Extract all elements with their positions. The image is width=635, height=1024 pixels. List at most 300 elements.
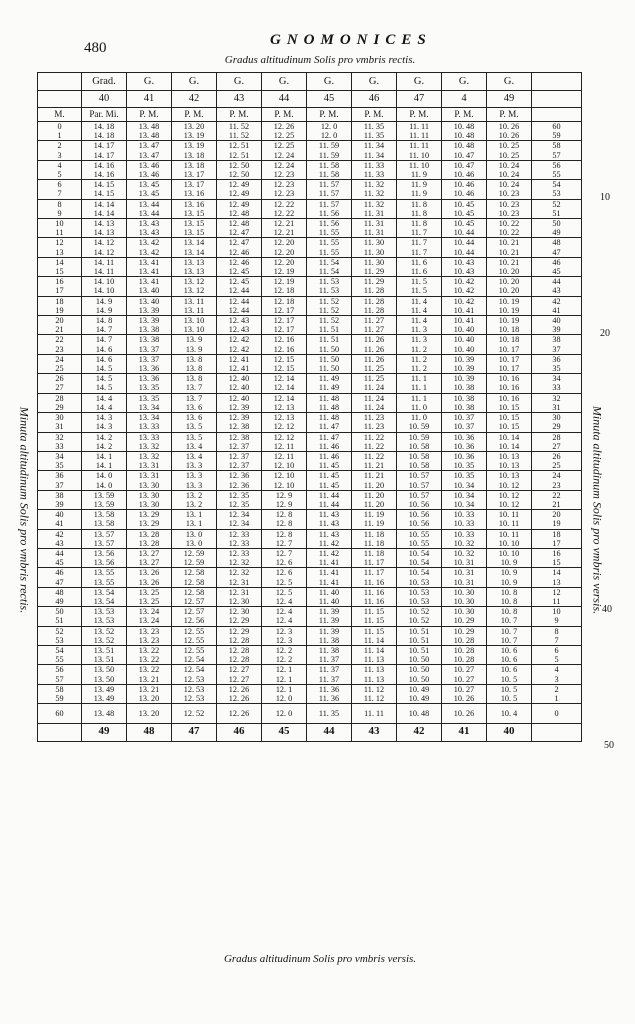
cell-line: 53 — [552, 189, 561, 199]
value-cell — [442, 510, 487, 529]
cell-line: 11. 56 — [318, 219, 340, 229]
cell-line: 11. 8 — [410, 199, 428, 209]
value-cell — [307, 587, 352, 606]
cell-line: 12. 6 — [275, 568, 293, 578]
cell-line: 14. 13 — [93, 228, 115, 238]
cell-line: 11. 44 — [318, 499, 340, 509]
cell-line: 13. 20 — [138, 693, 160, 703]
value-cell — [397, 704, 442, 723]
cell-line: 12. 8 — [275, 529, 293, 539]
value-cell — [307, 704, 352, 723]
cell-line: 12. 8 — [275, 510, 293, 520]
value-cell — [262, 432, 307, 451]
cell-line: 13. 55 — [93, 568, 115, 578]
cell-line: 13. 8 — [185, 354, 203, 364]
cell-line: 11. 12 — [363, 684, 385, 694]
cell-line: 11. 14 — [363, 645, 385, 655]
cell-line: 15 — [552, 558, 561, 568]
cell-line: 10. 39 — [453, 374, 475, 384]
complement-minutes-cell — [532, 568, 582, 587]
cell-line: 12. 24 — [273, 160, 295, 170]
cell-line: 11. 17 — [363, 568, 385, 578]
minutes-cell — [38, 141, 82, 160]
value-cell — [217, 607, 262, 626]
header-grad: G. — [307, 73, 352, 91]
cell-line: 11. 35 — [363, 122, 385, 131]
header-degree: 43 — [217, 91, 262, 108]
cell-line: 11. 39 — [318, 626, 340, 636]
value-cell — [172, 607, 217, 626]
value-cell — [262, 684, 307, 703]
complement-minutes-cell — [532, 626, 582, 645]
value-cell — [307, 451, 352, 470]
header-grad: G. — [397, 73, 442, 91]
cell-line: 11. 49 — [318, 374, 340, 384]
value-cell — [172, 316, 217, 335]
caption-bottom: Gradus altitudinum Solis pro vmbris versis. — [223, 953, 417, 965]
cell-line: 12. 17 — [273, 305, 295, 315]
cell-line: 10. 5 — [500, 674, 518, 684]
cell-line: 11. 52 — [318, 305, 340, 315]
value-cell — [487, 607, 532, 626]
complement-minutes-cell — [532, 257, 582, 276]
cell-line: 52 — [55, 626, 64, 636]
table-row — [38, 645, 582, 664]
header-degree: 44 — [262, 91, 307, 108]
cell-line: 10. 20 — [498, 286, 520, 296]
cell-line: 12. 16 — [273, 335, 295, 345]
margin-mark-10: 10 — [600, 192, 610, 203]
cell-line: 11. 42 — [318, 548, 340, 558]
footer-degree: 46 — [217, 723, 262, 741]
minutes-cell — [38, 684, 82, 703]
value-cell — [217, 277, 262, 296]
cell-line: 28 — [55, 393, 64, 403]
value-cell — [172, 471, 217, 490]
value-cell — [172, 335, 217, 354]
value-cell — [262, 277, 307, 296]
value-cell — [487, 374, 532, 393]
cell-line: 12. 26 — [273, 122, 295, 131]
cell-line: 12. 57 — [183, 596, 205, 606]
value-cell — [172, 393, 217, 412]
value-cell — [262, 704, 307, 723]
header-unit: P. M. — [442, 108, 487, 122]
header-unit: P. M. — [172, 108, 217, 122]
cell-line: 58 — [55, 684, 64, 694]
cell-line: 51 — [55, 616, 64, 626]
cell-line: 12. 1 — [275, 684, 293, 694]
value-cell — [352, 296, 397, 315]
value-cell — [217, 490, 262, 509]
cell-line: 10. 37 — [453, 413, 475, 423]
cell-line: 10. 56 — [408, 510, 430, 520]
value-cell — [397, 160, 442, 179]
value-cell — [262, 587, 307, 606]
cell-line: 11. 47 — [318, 422, 340, 432]
cell-line: 22 — [552, 490, 561, 500]
cell-line: 13. 3 — [185, 461, 203, 471]
cell-line: 11. 9 — [410, 180, 428, 190]
cell-line: 35 — [552, 364, 561, 374]
table-row — [38, 238, 582, 257]
value-cell — [307, 316, 352, 335]
value-cell — [442, 180, 487, 199]
cell-line: 10. 33 — [453, 510, 475, 520]
value-cell — [352, 704, 397, 723]
cell-line: 11. 16 — [363, 577, 385, 587]
cell-line: 47 — [552, 247, 561, 257]
cell-line: 12. 2 — [275, 645, 293, 655]
cell-line: 11. 21 — [363, 471, 385, 481]
value-cell — [217, 354, 262, 373]
cell-line: 12. 31 — [228, 587, 250, 597]
value-cell — [487, 490, 532, 509]
value-cell — [397, 665, 442, 684]
table-row — [38, 354, 582, 373]
table-row — [38, 316, 582, 335]
value-cell — [352, 510, 397, 529]
cell-line: 10. 41 — [453, 305, 475, 315]
value-cell — [262, 199, 307, 218]
value-cell — [307, 665, 352, 684]
cell-line: 12. 18 — [273, 296, 295, 306]
cell-line: 11. 52 — [318, 316, 340, 326]
cell-line: 12. 38 — [228, 432, 250, 442]
cell-line: 14. 3 — [95, 422, 113, 432]
complement-minutes-cell — [532, 607, 582, 626]
cell-line: 11. 18 — [363, 529, 385, 539]
cell-line: 54 — [552, 180, 561, 190]
value-cell — [442, 568, 487, 587]
cell-line: 10. 20 — [498, 277, 520, 287]
value-cell — [127, 645, 172, 664]
value-cell — [487, 257, 532, 276]
value-cell — [127, 335, 172, 354]
value-cell — [262, 510, 307, 529]
cell-line: 10. 57 — [408, 480, 430, 490]
cell-line: 12. 53 — [183, 693, 205, 703]
cell-line: 14. 17 — [93, 150, 115, 160]
cell-line: 10. 40 — [453, 335, 475, 345]
value-cell — [487, 471, 532, 490]
cell-line: 11. 12 — [363, 693, 385, 703]
value-cell — [487, 548, 532, 567]
cell-line: 10. 39 — [453, 364, 475, 374]
header-minutes: M. — [38, 108, 82, 122]
value-cell — [487, 199, 532, 218]
complement-minutes-cell — [532, 413, 582, 432]
value-cell — [487, 277, 532, 296]
cell-line: 13. 16 — [183, 199, 205, 209]
cell-line: 14. 17 — [93, 141, 115, 151]
value-cell — [487, 160, 532, 179]
cell-line: 11. 19 — [363, 510, 385, 520]
cell-line: 0 — [554, 708, 559, 718]
cell-line: 11. 16 — [363, 587, 385, 597]
cell-line: 13. 41 — [138, 267, 160, 277]
cell-line: 12. 0 — [275, 693, 293, 703]
cell-line: 59 — [552, 131, 561, 141]
cell-line: 13. 41 — [138, 257, 160, 267]
cell-line: 12. 20 — [273, 247, 295, 257]
value-cell — [262, 160, 307, 179]
cell-line: 14. 10 — [93, 277, 115, 287]
cell-line: 13. 10 — [183, 325, 205, 335]
cell-line: 13. 16 — [183, 189, 205, 199]
cell-line: 10. 24 — [498, 180, 520, 190]
cell-line: 11. 11 — [409, 131, 429, 141]
cell-line: 12. 14 — [273, 383, 295, 393]
cell-line: 10. 40 — [453, 325, 475, 335]
cell-line: 11. 54 — [318, 257, 340, 267]
cell-line: 13. 5 — [185, 422, 203, 432]
cell-line: 11. 15 — [363, 626, 385, 636]
cell-line: 12. 56 — [183, 616, 205, 626]
cell-line: 11. 43 — [318, 510, 340, 520]
value-cell — [352, 335, 397, 354]
cell-line: 13. 14 — [183, 247, 205, 257]
table-row — [38, 180, 582, 199]
cell-line: 13. 9 — [185, 344, 203, 354]
cell-line: 10. 27 — [453, 684, 475, 694]
cell-line: 12. 37 — [228, 461, 250, 471]
value-cell — [397, 180, 442, 199]
table-row — [38, 413, 582, 432]
cell-line: 20 — [55, 316, 64, 326]
cell-line: 11. 41 — [318, 568, 340, 578]
value-cell — [217, 510, 262, 529]
cell-line: 12. 8 — [275, 519, 293, 529]
value-cell — [262, 316, 307, 335]
cell-line: 10. 6 — [500, 665, 518, 675]
complement-minutes-cell — [532, 471, 582, 490]
value-cell — [307, 122, 352, 141]
cell-line: 12. 38 — [228, 422, 250, 432]
cell-line: 13. 59 — [93, 490, 115, 500]
value-cell — [352, 277, 397, 296]
value-cell — [262, 607, 307, 626]
cell-line: 10. 49 — [408, 693, 430, 703]
value-cell — [442, 645, 487, 664]
header-grad: Grad. — [82, 73, 127, 91]
value-cell — [82, 354, 127, 373]
cell-line: 11. 11 — [364, 708, 384, 718]
cell-line: 38 — [552, 335, 561, 345]
cell-line: 12. 37 — [228, 441, 250, 451]
value-cell — [397, 277, 442, 296]
value-cell — [82, 199, 127, 218]
cell-line: 12. 18 — [273, 286, 295, 296]
cell-line: 14. 5 — [95, 364, 113, 374]
cell-line: 13. 18 — [183, 160, 205, 170]
cell-line: 10. 57 — [408, 471, 430, 481]
cell-line: 12. 1 — [275, 674, 293, 684]
cell-line: 12. 35 — [228, 490, 250, 500]
cell-line: 31 — [55, 422, 64, 432]
cell-line: 10. 13 — [498, 471, 520, 481]
complement-minutes-cell — [532, 141, 582, 160]
table-row — [38, 490, 582, 509]
value-cell — [217, 296, 262, 315]
value-cell — [307, 277, 352, 296]
header-unit: Par. Mi. — [82, 108, 127, 122]
cell-line: 13. 52 — [93, 626, 115, 636]
complement-minutes-cell — [532, 316, 582, 335]
value-cell — [217, 219, 262, 238]
value-cell — [397, 413, 442, 432]
value-cell — [442, 296, 487, 315]
cell-line: 17 — [552, 538, 561, 548]
cell-line: 12. 22 — [273, 208, 295, 218]
value-cell — [487, 510, 532, 529]
cell-line: 11. 26 — [363, 354, 385, 364]
cell-line: 12. 4 — [275, 596, 293, 606]
cell-line: 10. 8 — [500, 607, 518, 617]
cell-line: 11. 45 — [318, 461, 340, 471]
cell-line: 26 — [55, 374, 64, 384]
cell-line: 10. 59 — [408, 432, 430, 442]
cell-line: 11. 54 — [318, 267, 340, 277]
cell-line: 57 — [55, 674, 64, 684]
header-unit: P. M. — [217, 108, 262, 122]
cell-line: 13. 43 — [138, 219, 160, 229]
cell-line: 2 — [57, 141, 62, 151]
value-cell — [172, 645, 217, 664]
value-cell — [172, 374, 217, 393]
cell-line: 10. 45 — [453, 199, 475, 209]
value-cell — [262, 141, 307, 160]
value-cell — [442, 354, 487, 373]
cell-line: 13. 14 — [183, 238, 205, 248]
cell-line: 56 — [552, 160, 561, 170]
cell-line: 14. 10 — [93, 286, 115, 296]
cell-line: 13. 5 — [185, 432, 203, 442]
value-cell — [217, 122, 262, 141]
value-cell — [172, 160, 217, 179]
cell-line: 12. 23 — [273, 180, 295, 190]
cell-line: 12. 1 — [275, 665, 293, 675]
cell-line: 10. 19 — [498, 316, 520, 326]
value-cell — [262, 529, 307, 548]
complement-minutes-cell — [532, 451, 582, 470]
cell-line: 10. 6 — [500, 655, 518, 665]
cell-line: 11. 46 — [318, 441, 340, 451]
footer-degree: 44 — [307, 723, 352, 741]
cell-line: 14. 13 — [93, 219, 115, 229]
cell-line: 13. 56 — [93, 548, 115, 558]
header-grad: G. — [487, 73, 532, 91]
value-cell — [82, 393, 127, 412]
cell-line: 54 — [55, 645, 64, 655]
value-cell — [307, 548, 352, 567]
footer-degree: 49 — [82, 723, 127, 741]
cell-line: 48 — [552, 238, 561, 248]
cell-line: 10. 9 — [500, 558, 518, 568]
value-cell — [307, 645, 352, 664]
cell-line: 12. 35 — [228, 499, 250, 509]
value-cell — [217, 684, 262, 703]
value-cell — [127, 257, 172, 276]
value-cell — [352, 219, 397, 238]
value-cell — [307, 335, 352, 354]
value-cell — [307, 684, 352, 703]
value-cell — [82, 587, 127, 606]
cell-line: 14. 2 — [95, 441, 113, 451]
cell-line: 14. 12 — [93, 247, 115, 257]
cell-line: 12. 23 — [273, 170, 295, 180]
cell-line: 11. 56 — [318, 208, 340, 218]
cell-line: 12. 11 — [273, 451, 295, 461]
cell-line: 14. 0 — [95, 480, 113, 490]
value-cell — [82, 160, 127, 179]
cell-line: 13. 6 — [185, 413, 203, 423]
cell-line: 12. 50 — [228, 170, 250, 180]
cell-line: 13. 50 — [93, 665, 115, 675]
cell-line: 8 — [57, 199, 62, 209]
cell-line: 12. 34 — [228, 519, 250, 529]
cell-line: 10. 43 — [453, 257, 475, 267]
cell-line: 11. 38 — [318, 635, 340, 645]
cell-line: 12. 37 — [228, 451, 250, 461]
value-cell — [487, 393, 532, 412]
complement-minutes-cell — [532, 296, 582, 315]
value-cell — [127, 141, 172, 160]
value-cell — [82, 335, 127, 354]
value-cell — [172, 684, 217, 703]
cell-line: 33 — [552, 383, 561, 393]
cell-line: 12. 59 — [183, 548, 205, 558]
cell-line: 10. 15 — [498, 413, 520, 423]
cell-line: 12. 26 — [228, 708, 250, 718]
table-row — [38, 141, 582, 160]
cell-line: 11. 5 — [410, 286, 428, 296]
value-cell — [397, 587, 442, 606]
minutes-cell — [38, 645, 82, 664]
cell-line: 11. 52 — [228, 122, 250, 131]
cell-line: 13. 2 — [185, 490, 203, 500]
cell-line: 12. 27 — [228, 665, 250, 675]
footer-degree: 43 — [352, 723, 397, 741]
cell-line: 12. 12 — [273, 422, 295, 432]
cell-line: 13. 11 — [183, 296, 205, 306]
side-caption-left: Minuta altitudinum Solis pro vmbris rectis. — [17, 406, 32, 614]
cell-line: 14. 7 — [95, 325, 113, 335]
cell-line: 11. 36 — [318, 693, 340, 703]
minutes-cell — [38, 432, 82, 451]
cell-line: 13. 54 — [93, 587, 115, 597]
cell-line: 12. 45 — [228, 277, 250, 287]
cell-line: 13. 23 — [138, 635, 160, 645]
header-degree: 40 — [82, 91, 127, 108]
cell-line: 11. 15 — [363, 607, 385, 617]
value-cell — [127, 490, 172, 509]
value-cell — [82, 374, 127, 393]
cell-line: 17 — [55, 286, 64, 296]
complement-minutes-cell — [532, 180, 582, 199]
header-blank — [532, 108, 582, 122]
value-cell — [172, 238, 217, 257]
cell-line: 10. 36 — [453, 432, 475, 442]
value-cell — [217, 180, 262, 199]
cell-line: 13. 47 — [138, 141, 160, 151]
cell-line: 13. 49 — [93, 693, 115, 703]
value-cell — [262, 219, 307, 238]
cell-line: 10. 6 — [500, 645, 518, 655]
cell-line: 10. 45 — [453, 219, 475, 229]
cell-line: 11. 58 — [318, 170, 340, 180]
cell-line: 10. 10 — [498, 548, 520, 558]
